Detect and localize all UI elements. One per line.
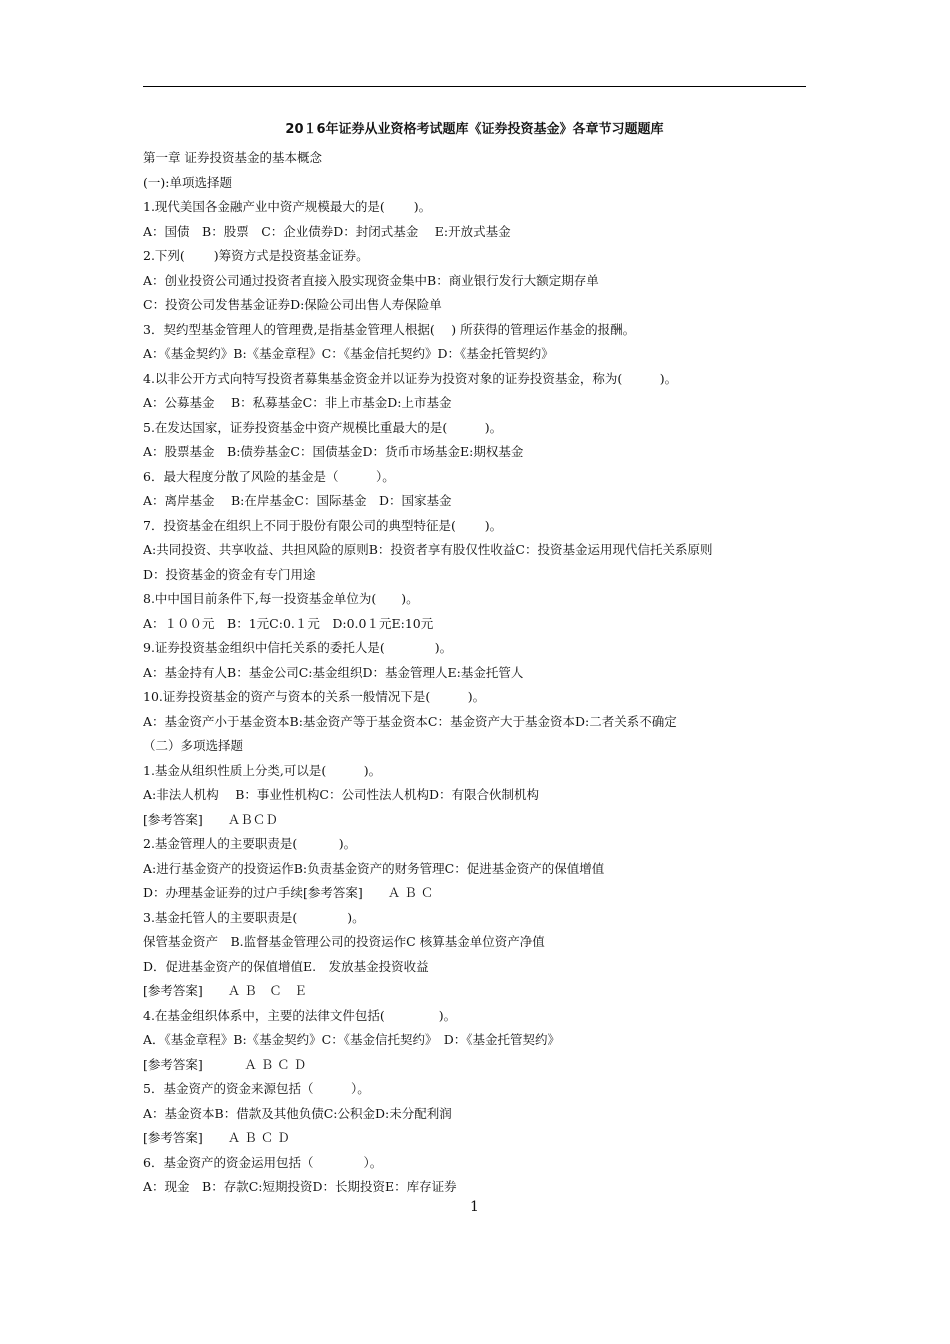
text-line: 7．投资基金在组织上不同于股份有限公司的典型特征是( )。 <box>143 517 503 533</box>
text-line: A：现金 B：存款C:短期投资D：长期投资E：库存证券 <box>143 1179 457 1194</box>
text-line: A：基金资本B：借款及其他负债C:公积金D:未分配利润 <box>143 1105 452 1121</box>
text-line: 2.基金管理人的主要职责是( )。 <box>143 836 357 851</box>
text-line: [参考答案] Ａ Ｂ Ｃ Ｅ <box>143 983 307 998</box>
text-line: 5.在发达国家，证券投资基金中资产规模比重最大的是( )。 <box>143 419 503 435</box>
text-line: (一):单项选择题 <box>143 174 232 190</box>
text-line: A:进行基金资产的投资运作B:负责基金资产的财务管理C：促进基金资产的保值增值 <box>143 860 605 876</box>
text-line: A：股票基金 B:债券基金C：国债基金D：货币市场基金E:期权基金 <box>143 444 524 459</box>
text-line: 4.以非公开方式向特写投资者募集基金资金并以证券为投资对象的证券投资基金，称为( )。 <box>143 370 678 386</box>
text-line: [参考答案] Ａ Ｂ Ｃ Ｄ <box>143 1130 290 1145</box>
text-line: A：公募基金 B：私募基金C：非上市基金D:上市基金 <box>143 395 452 410</box>
text-line: A．《基金章程》B:《基金契约》C：《基金信托契约》 D：《基金托管契约》 <box>143 1032 561 1047</box>
text-line: A：基金持有人B：基金公司C:基金组织D：基金管理人E:基金托管人 <box>143 664 524 680</box>
text-line: A:非法人机构 B：事业性机构C：公司性法人机构D：有限合伙制机构 <box>143 787 539 802</box>
text-line: A：基金资产小于基金资本B:基金资产等于基金资本C：基金资产大于基金资本D:二者关系不确定 <box>143 713 677 729</box>
document-title: 20１6年证券从业资格考试题库《证券投资基金》各章节习题题库 <box>285 122 664 137</box>
text-line: 9.证券投资基金组织中信托关系的委托人是( )。 <box>143 640 453 655</box>
text-line: [参考答案] Ａ Ｂ Ｃ Ｄ <box>143 1056 307 1072</box>
text-line: 2.下列( )筹资方式是投资基金证券。 <box>143 248 369 263</box>
text-line: 6．最大程度分散了风险的基金是（ ）。 <box>143 468 395 484</box>
text-line: 3．契约型基金管理人的管理费,是指基金管理人根据( ) 所获得的管理运作基金的报酬。 <box>143 321 636 337</box>
text-line: 第一章 证券投资基金的基本概念 <box>143 150 322 165</box>
text-line: 1.基金从组织性质上分类,可以是( )。 <box>143 762 382 778</box>
text-line: 6．基金资产的资金运用包括（ ）。 <box>143 1154 383 1170</box>
text-line: A：国债 B：股票 C：企业债券D：封闭式基金 E:开放式基金 <box>143 223 511 239</box>
text-line: 4.在基金组织体系中，主要的法律文件包括( )。 <box>143 1007 457 1023</box>
text-line: （二）多项选择题 <box>143 738 244 753</box>
text-line: 1.现代美国各金融产业中资产规模最大的是( )。 <box>143 199 432 214</box>
text-line: [参考答案] ＡＢＣＤ <box>143 811 278 827</box>
text-line: A：１００元 B：1元C:0.１元 D:0.0１元E:10元 <box>143 615 434 631</box>
text-line: C：投资公司发售基金证券D:保险公司出售人寿保险单 <box>143 297 442 312</box>
text-line: D．促进基金资产的保值增值E. 发放基金投资收益 <box>143 958 429 974</box>
page-number: 1 <box>470 1199 479 1215</box>
document-body <box>143 146 806 1200</box>
text-line: A：《基金契约》B:《基金章程》C：《基金信托契约》D：《基金托管契约》 <box>143 346 554 361</box>
header-rule <box>143 86 806 87</box>
text-line: 10.证券投资基金的资产与资本的关系一般情况下是( )。 <box>143 689 486 704</box>
text-line: D：办理基金证券的过户手续[参考答案] Ａ Ｂ Ｃ <box>143 885 434 900</box>
text-line: A：离岸基金 B:在岸基金C：国际基金 D：国家基金 <box>143 493 452 508</box>
text-line: 3.基金托管人的主要职责是( )。 <box>143 909 365 925</box>
text-line: A：创业投资公司通过投资者直接入股实现资金集中B：商业银行发行大额定期存单 <box>143 272 599 288</box>
text-line: 保管基金资产 B.监督基金管理公司的投资运作C 核算基金单位资产净值 <box>143 934 545 949</box>
text-line: 5．基金资产的资金来源包括（ ）。 <box>143 1081 370 1096</box>
text-line: D：投资基金的资金有专门用途 <box>143 566 316 582</box>
text-line: 8.中中国目前条件下,每一投资基金单位为( )。 <box>143 591 419 606</box>
text-line: A:共同投资、共享收益、共担风险的原则B：投资者享有股仅性收益C：投资基金运用现代信托关系原则 <box>143 542 713 557</box>
